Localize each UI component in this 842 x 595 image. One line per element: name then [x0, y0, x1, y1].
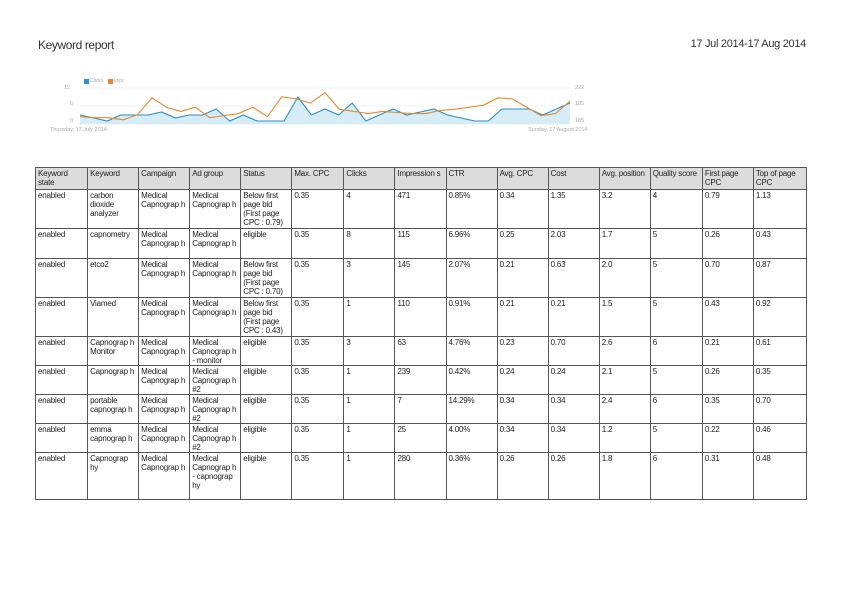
table-cell: 1	[344, 395, 395, 424]
table-cell: 0.26	[497, 453, 548, 500]
table-row	[36, 259, 807, 298]
table-cell: 0.23	[497, 337, 548, 366]
table-cell: Capnograp h	[88, 366, 139, 395]
table-cell: Medical Capnograp h #2	[190, 424, 241, 453]
table-cell: eligible	[241, 366, 292, 395]
table-cell: enabled	[36, 366, 88, 395]
table-cell: 0.25	[497, 229, 548, 259]
table-cell: 1	[344, 453, 395, 500]
table-cell: 3	[344, 337, 395, 366]
table-cell: Medical Capnograp h	[190, 190, 241, 229]
table-cell: 1.35	[548, 190, 599, 229]
table-cell: 0.35	[292, 453, 344, 500]
table-cell: 14.29%	[446, 395, 497, 424]
table-cell: 115	[395, 229, 446, 259]
table-cell: 2.03	[548, 229, 599, 259]
table-cell: 0.35	[292, 395, 344, 424]
table-cell: enabled	[36, 424, 88, 453]
table-row	[36, 366, 807, 395]
column-header: Campaign	[139, 168, 190, 190]
table-cell: capnometry	[88, 229, 139, 259]
table-cell: Medical Capnograp h - capnograp hy	[190, 453, 241, 500]
series-area-clicks	[80, 97, 570, 124]
table-cell: 0.87	[753, 259, 806, 298]
table-cell: Medical Capnograp h	[139, 395, 190, 424]
table-cell: 3.2	[599, 190, 650, 229]
table-cell: 0.26	[702, 229, 753, 259]
table-cell: 0.42%	[446, 366, 497, 395]
table-cell: Viamed	[88, 298, 139, 337]
table-cell: 0.70	[702, 259, 753, 298]
table-cell: 0.46	[753, 424, 806, 453]
table-cell: eligible	[241, 395, 292, 424]
table-cell: 5	[650, 424, 702, 453]
column-header: First page CPC	[702, 168, 753, 190]
table-cell: 0.24	[497, 366, 548, 395]
table-cell: 7	[395, 395, 446, 424]
table-cell: 0.48	[753, 453, 806, 500]
table-cell: Medical Capnograp h	[139, 424, 190, 453]
column-header: Impression s	[395, 168, 446, 190]
table-cell: 145	[395, 259, 446, 298]
table-cell: 1.2	[599, 424, 650, 453]
table-cell: eligible	[241, 453, 292, 500]
table-cell: enabled	[36, 395, 88, 424]
column-header: CTR	[446, 168, 497, 190]
table-cell: Below first page bid (First page CPC : 0.43)	[241, 298, 292, 337]
table-cell: eligible	[241, 337, 292, 366]
chart-end-date: Sunday, 17 August 2014	[528, 127, 588, 133]
table-cell: Medical Capnograp h	[139, 337, 190, 366]
table-cell: 0.35	[292, 424, 344, 453]
table-cell: 1	[344, 424, 395, 453]
table-cell: 1	[344, 366, 395, 395]
column-header: Top of page CPC	[753, 168, 806, 190]
table-cell: 280	[395, 453, 446, 500]
table-cell: enabled	[36, 190, 88, 229]
trend-chart	[0, 0, 842, 140]
column-header: Keyword	[88, 168, 139, 190]
table-row	[36, 395, 807, 424]
table-cell: portable capnograp h	[88, 395, 139, 424]
table-cell: 2.4	[599, 395, 650, 424]
table-row	[36, 298, 807, 337]
table-cell: 0.35	[292, 190, 344, 229]
table-cell: 0.35	[292, 259, 344, 298]
table-cell: Medical Capnograp h	[190, 229, 241, 259]
table-cell: 0.85%	[446, 190, 497, 229]
table-cell: Capnograp hy	[88, 453, 139, 500]
column-header: Avg. CPC	[497, 168, 548, 190]
table-cell: Medical Capnograp h	[139, 190, 190, 229]
column-header: Quality score	[650, 168, 702, 190]
table-cell: 0.35	[292, 337, 344, 366]
table-cell: 63	[395, 337, 446, 366]
table-cell: Medical Capnograp h	[139, 229, 190, 259]
table-cell: 5	[650, 366, 702, 395]
table-cell: 1	[344, 298, 395, 337]
table-cell: 1.5	[599, 298, 650, 337]
table-cell: Below first page bid (First page CPC : 0.70)	[241, 259, 292, 298]
table-cell: 0.21	[497, 298, 548, 337]
table-cell: 0.70	[753, 395, 806, 424]
table-cell: 0.34	[497, 395, 548, 424]
table-cell: 0.43	[702, 298, 753, 337]
table-row	[36, 337, 807, 366]
table-cell: 2.07%	[446, 259, 497, 298]
column-header: Cost	[548, 168, 599, 190]
table-cell: Medical Capnograp h	[190, 298, 241, 337]
table-cell: enabled	[36, 229, 88, 259]
table-cell: 5	[650, 229, 702, 259]
chart-start-date: Thursday, 17 July 2014	[50, 127, 107, 133]
table-cell: 6	[650, 337, 702, 366]
table-cell: 471	[395, 190, 446, 229]
table-cell: Medical Capnograp h	[139, 298, 190, 337]
column-header: Keyword state	[36, 168, 88, 190]
table-cell: 0.35	[292, 229, 344, 259]
table-cell: 1.13	[753, 190, 806, 229]
table-cell: 0.35	[292, 366, 344, 395]
keyword-table	[35, 167, 807, 500]
table-cell: 0.21	[548, 298, 599, 337]
table-cell: 0.35	[292, 298, 344, 337]
table-cell: Medical Capnograp h #2	[190, 395, 241, 424]
table-cell: 0.34	[497, 424, 548, 453]
left-axis-tick-bottom: 0	[70, 118, 74, 124]
table-cell: 6	[650, 453, 702, 500]
table-row	[36, 424, 807, 453]
legend-label-clicks: Clicks	[90, 78, 104, 84]
table-cell: 0.61	[753, 337, 806, 366]
table-cell: 2.0	[599, 259, 650, 298]
column-header: Avg. position	[599, 168, 650, 190]
table-cell: 0.22	[702, 424, 753, 453]
table-cell: 5	[650, 298, 702, 337]
table-cell: Capnograp h Monitor	[88, 337, 139, 366]
table-cell: 0.21	[497, 259, 548, 298]
table-cell: 110	[395, 298, 446, 337]
table-cell: enabled	[36, 298, 88, 337]
table-cell: 0.34	[548, 424, 599, 453]
table-cell: 0.79	[702, 190, 753, 229]
right-axis-tick-bottom: 185	[575, 118, 585, 124]
table-cell: 0.24	[548, 366, 599, 395]
column-header: Status	[241, 168, 292, 190]
table-cell: 0.63	[548, 259, 599, 298]
table-cell: 6.96%	[446, 229, 497, 259]
report-date-range: 17 Jul 2014-17 Aug 2014	[690, 38, 806, 50]
table-cell: eligible	[241, 424, 292, 453]
table-cell: 4	[344, 190, 395, 229]
left-axis-tick-top: 12	[64, 85, 71, 91]
table-cell: 4.00%	[446, 424, 497, 453]
table-row	[36, 229, 807, 259]
table-cell: Medical Capnograp h	[139, 366, 190, 395]
table-cell: 0.92	[753, 298, 806, 337]
table-cell: 2.1	[599, 366, 650, 395]
table-cell: Medical Capnograp h	[139, 453, 190, 500]
table-cell: enabled	[36, 337, 88, 366]
table-cell: Medical Capnograp h	[139, 259, 190, 298]
table-cell: 6	[650, 395, 702, 424]
table-cell: carbon dioxide analyzer	[88, 190, 139, 229]
table-cell: Medical Capnograp h	[190, 259, 241, 298]
table-cell: 8	[344, 229, 395, 259]
table-cell: 0.35	[753, 366, 806, 395]
table-row	[36, 190, 807, 229]
table-cell: enabled	[36, 453, 88, 500]
table-cell: 0.35	[702, 395, 753, 424]
table-cell: 0.36%	[446, 453, 497, 500]
table-cell: 4	[650, 190, 702, 229]
table-cell: 25	[395, 424, 446, 453]
table-cell: 1.8	[599, 453, 650, 500]
table-cell: emma capnograp h	[88, 424, 139, 453]
table-cell: 0.31	[702, 453, 753, 500]
table-cell: 239	[395, 366, 446, 395]
table-cell: 0.34	[548, 395, 599, 424]
table-cell: Medical Capnograp h #2	[190, 366, 241, 395]
table-cell: 2.6	[599, 337, 650, 366]
column-header: Max. CPC	[292, 168, 344, 190]
table-header-row	[36, 168, 807, 190]
table-cell: 0.91%	[446, 298, 497, 337]
table-cell: 0.34	[497, 190, 548, 229]
legend-label-impressions: Impr.	[113, 78, 125, 84]
table-cell: Below first page bid (First page CPC : 0.79)	[241, 190, 292, 229]
table-cell: 5	[650, 259, 702, 298]
table-cell: 3	[344, 259, 395, 298]
table-cell: enabled	[36, 259, 88, 298]
right-axis-tick-mid: 185	[575, 101, 585, 107]
table-cell: eligible	[241, 229, 292, 259]
table-cell: 1.7	[599, 229, 650, 259]
table-cell: Medical Capnograp h - monitor	[190, 337, 241, 366]
table-cell: etco2	[88, 259, 139, 298]
table-cell: 0.26	[702, 366, 753, 395]
table-cell: 0.21	[702, 337, 753, 366]
left-axis-tick-mid: 6	[70, 101, 74, 107]
column-header: Ad group	[190, 168, 241, 190]
right-axis-tick-top: 222	[575, 85, 585, 91]
table-row	[36, 453, 807, 500]
column-header: Clicks	[344, 168, 395, 190]
report-title: Keyword report	[38, 38, 114, 52]
table-cell: 0.43	[753, 229, 806, 259]
table-cell: 0.26	[548, 453, 599, 500]
table-cell: 4.76%	[446, 337, 497, 366]
table-cell: 0.70	[548, 337, 599, 366]
